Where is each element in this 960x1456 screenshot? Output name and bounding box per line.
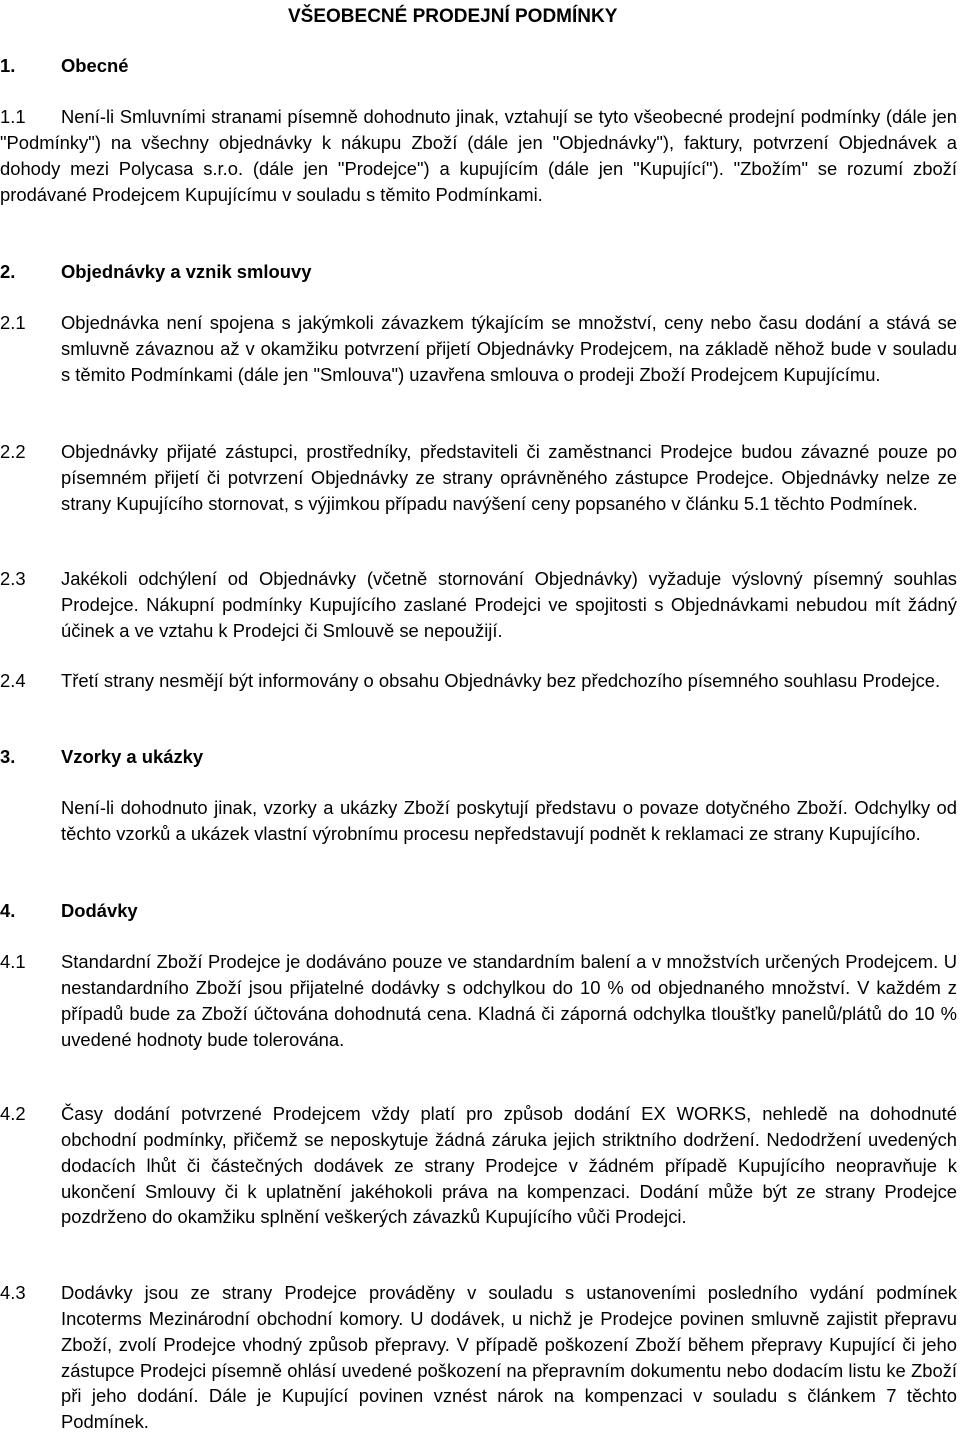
paragraph-number: 2.1	[0, 312, 26, 333]
paragraph-4-1	[0, 949, 960, 1052]
section-title: Vzorky a ukázky	[61, 746, 204, 767]
paragraph-2-2	[0, 439, 960, 517]
paragraph-number: 4.3	[0, 1282, 26, 1303]
section-number: 2.	[0, 261, 16, 282]
paragraph-text: Dodávky jsou ze strany Prodejce prováděny v souladu s ustanoveními posledního vydání podmínek Incoterms Mezinárodní obchodní komory. U dodávek, u nichž je Prodejce povinen smluvně zajistit přepravu Zboží, zvolí Prodejce vhodný způsob přepravy. V případě poškození Zboží během přepravy Kupující či jeho zástupce Prodejci písemně ohlásí uvedené poškození na přepravním dokumentu nebo dodacím listu ke Zboží při jeho dodání. Dále je Kupující povinen vznést nárok na kompenzaci v souladu s článkem 7 těchto Podmínek.	[61, 1282, 957, 1433]
section-number: 4.	[0, 900, 16, 921]
paragraph-4-3	[0, 1280, 960, 1435]
paragraph-number: 4.1	[0, 951, 26, 972]
document-title: VŠEOBECNÉ PRODEJNÍ PODMÍNKY	[288, 6, 618, 27]
paragraph-text: Objednávky přijaté zástupci, prostředníky, představiteli či zaměstnanci Prodejce budou závazné pouze po písemném přijetí či potvrzení Objednávky ze strany oprávněného zástupce Prodejce. Objednávky nelze ze strany Kupujícího stornovat, s výjimkou případu navýšení ceny popsaného v článku 5.1 těchto Podmínek.	[61, 441, 957, 514]
paragraph-4-2	[0, 1101, 960, 1230]
paragraph-number: 2.4	[0, 670, 26, 691]
paragraph-number: 2.3	[0, 568, 26, 589]
paragraph-number: 2.2	[0, 441, 26, 462]
paragraph-2-4	[0, 668, 960, 694]
section-title: Obecné	[61, 55, 129, 76]
section-number: 1.	[0, 55, 16, 76]
paragraph-2-3	[0, 566, 960, 644]
paragraph-text: Časy dodání potvrzené Prodejcem vždy platí pro způsob dodání EX WORKS, nehledě na dohodnuté obchodní podmínky, přičemž se neposkytuje žádná záruka jejich striktního dodržení. Nedodržení uvedených dodacích lhůt či částečných dodávek ze strany Prodejce v žádném případě Kupujícího neopravňuje k ukončení Smlouvy či k uplatnění jakéhokoli práva na kompenzaci. Dodání může být ze strany Prodejce pozdrženo do okamžiku splnění veškerých závazků Kupujícího vůči Prodejci.	[61, 1103, 957, 1228]
section-title: Dodávky	[61, 900, 138, 921]
paragraph-text: Není-li Smluvními stranami písemně dohodnuto jinak, vztahují se tyto všeobecné prodejní podmínky (dále jen "Podmínky") na všechny objednávky k nákupu Zboží (dále jen "Objednávky"), faktury, potvrzení Objednávek a dohody mezi Polycasa s.r.o. (dále jen "Prodejce") a kupujícím (dále jen "Kupující"). "Zbožím" se rozumí zboží prodávané Prodejcem Kupujícímu v souladu s těmito Podmínkami.	[0, 106, 957, 205]
paragraph-text: Třetí strany nesmějí být informovány o obsahu Objednávky bez předchozího písemného souhlasu Prodejce.	[61, 670, 941, 691]
paragraph-1-1	[0, 104, 960, 207]
section-title: Objednávky a vznik smlouvy	[61, 261, 312, 282]
paragraph-text: Objednávka není spojena s jakýmkoli závazkem týkajícím se množství, ceny nebo času dodání a stává se smluvně závaznou až v okamžiku potvrzení přijetí Objednávky Prodejcem, na základě něhož bude v souladu s těmito Podmínkami (dále jen "Smlouva") uzavřena smlouva o prodeji Zboží Prodejcem Kupujícímu.	[61, 312, 957, 385]
paragraph-text: Standardní Zboží Prodejce je dodáváno pouze ve standardním balení a v množstvích určených Prodejcem. U nestandardního Zboží jsou přijatelné dodávky s odchylkou do 10 % od objednaného množství. V každém z případů bude za Zboží účtována dohodnutá cena. Kladná či záporná odchylka tloušťky panelů/plátů do 10 % uvedené hodnoty bude tolerována.	[61, 951, 957, 1050]
paragraph-text: Jakékoli odchýlení od Objednávky (včetně stornování Objednávky) vyžaduje výslovný písemný souhlas Prodejce. Nákupní podmínky Kupujícího zaslané Prodejci ve spojitosti s Objednávkami nebudou mít žádný účinek a ve vztahu k Prodejci či Smlouvě se nepoužijí.	[61, 568, 957, 641]
paragraph-2-1	[0, 310, 960, 388]
paragraph-number: 1.1	[0, 106, 26, 127]
section-number: 3.	[0, 746, 16, 767]
paragraph-text: Není-li dohodnuto jinak, vzorky a ukázky Zboží poskytují představu o povaze dotyčného Zboží. Odchylky od těchto vzorků a ukázek vlastní výrobnímu procesu nepředstavují podnět k reklamaci ze strany Kupujícího.	[61, 797, 957, 844]
paragraph-3	[0, 795, 960, 847]
paragraph-number: 4.2	[0, 1103, 26, 1124]
